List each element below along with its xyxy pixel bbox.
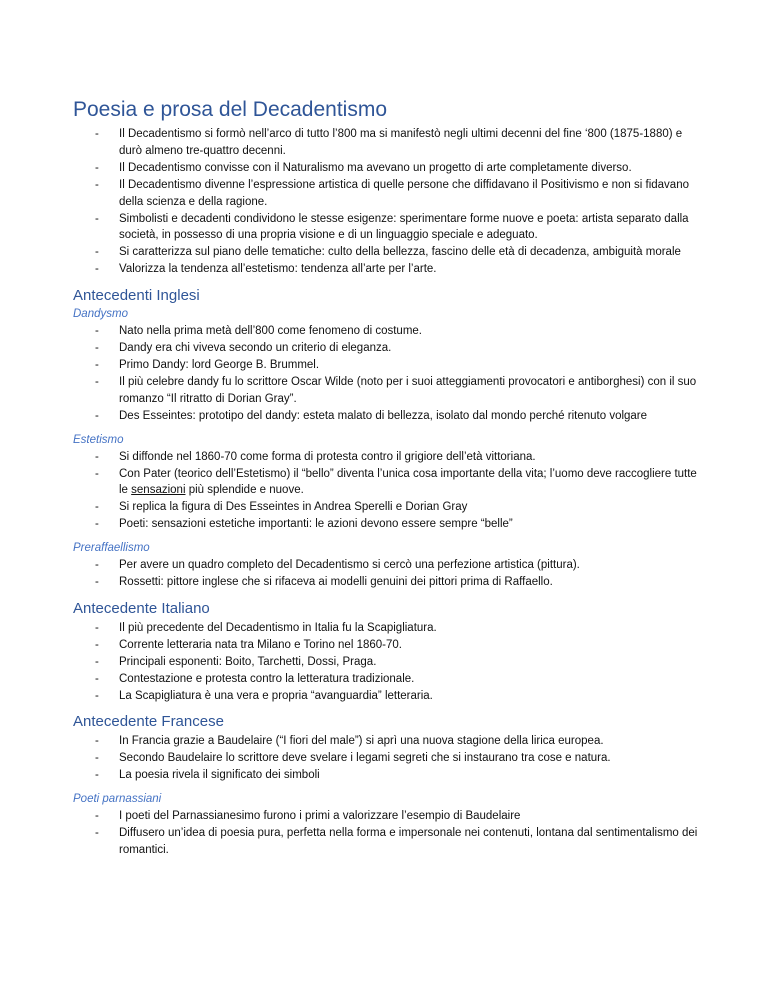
subheading-parnassiani: Poeti parnassiani <box>73 793 162 806</box>
list-item: - Per avere un quadro completo del Decadentismo si cercò una perfezione artistica (pittura). <box>73 557 698 574</box>
list-item <box>73 466 698 500</box>
text-fragment: Con Pater (teorico dell’Estetismo) il “bello” diventa l’unica cosa importante della vita; l’uomo deve raccogliere tutte le <box>119 467 697 497</box>
preraffaellismo-list <box>73 557 698 591</box>
list-item: - Primo Dandy: lord George B. Brummel. <box>73 357 698 374</box>
section-heading-inglesi: Antecedenti Inglesi <box>73 287 200 305</box>
subheading-preraffaellismo: Preraffaellismo <box>73 542 150 555</box>
subheading-estetismo: Estetismo <box>73 433 124 446</box>
list-item: - Il Decadentismo convisse con il Naturalismo ma avevano un progetto di arte completamente diverso. <box>73 160 698 177</box>
list-item: - Il più precedente del Decadentismo in Italia fu la Scapigliatura. <box>73 620 698 637</box>
list-item: - In Francia grazie a Baudelaire (“I fiori del male”) si aprì una nuova stagione della lirica europea. <box>73 733 698 750</box>
list-item: - Principali esponenti: Boito, Tarchetti, Dossi, Praga. <box>73 654 698 671</box>
list-item: - Corrente letteraria nata tra Milano e Torino nel 1860-70. <box>73 637 698 654</box>
list-item: - Rossetti: pittore inglese che si rifaceva ai modelli genuini dei pittori prima di Raffaello. <box>73 574 698 591</box>
francese-list <box>73 733 698 784</box>
italiano-list <box>73 620 698 705</box>
list-item: - Valorizza la tendenza all’estetismo: tendenza all’arte per l’arte. <box>73 261 698 278</box>
text-fragment: più splendide e nuove. <box>185 484 304 497</box>
underlined-word: sensazioni <box>131 484 186 497</box>
document-title: Poesia e prosa del Decadentismo <box>73 98 388 121</box>
list-item: - Nato nella prima metà dell’800 come fenomeno di costume. <box>73 323 698 340</box>
list-item: - Des Esseintes: prototipo del dandy: esteta malato di bellezza, isolato dal mondo perché ritenuto volgare <box>73 408 698 425</box>
list-item: - Si diffonde nel 1860-70 come forma di protesta contro il grigiore dell’età vittoriana. <box>73 449 698 466</box>
list-item: - La poesia rivela il significato dei simboli <box>73 767 698 784</box>
list-item: - I poeti del Parnassianesimo furono i primi a valorizzare l’esempio di Baudelaire <box>73 808 698 825</box>
list-item: - Diffusero un’idea di poesia pura, perfetta nella forma e impersonale nei contenuti, lontana dal sentimentalismo dei romantici. <box>73 825 698 859</box>
section-heading-italiano: Antecedente Italiano <box>73 599 210 617</box>
list-item: - Poeti: sensazioni estetiche importanti: le azioni devono essere sempre “belle” <box>73 516 698 533</box>
parnassiani-list <box>73 808 698 859</box>
list-item: - Il Decadentismo divenne l’espressione artistica di quelle persone che diffidavano il Positivismo e non si fidavano della scienza e della ragione. <box>73 177 698 211</box>
estetismo-list <box>73 449 698 534</box>
list-item: - Si replica la figura di Des Esseintes in Andrea Sperelli e Dorian Gray <box>73 499 698 516</box>
list-item: - Il Decadentismo si formò nell’arco di tutto l’800 ma si manifestò negli ultimi decenni del fine ‘800 (1875-1880) e durò almeno tre-quattro decenni. <box>73 126 698 160</box>
subheading-dandysmo: Dandysmo <box>73 308 128 321</box>
list-item: - La Scapigliatura è una vera e propria “avanguardia” letteraria. <box>73 688 698 705</box>
list-item: - Simbolisti e decadenti condividono le stesse esigenze: sperimentare forme nuove e poeta: artista separato dalla società, in possesso di una propria visione e di un linguaggio speciale e adeguato. <box>73 211 698 245</box>
list-item: - Dandy era chi viveva secondo un criterio di eleganza. <box>73 340 698 357</box>
list-item: - Contestazione e protesta contro la letteratura tradizionale. <box>73 671 698 688</box>
dandysmo-list <box>73 323 698 424</box>
section-heading-francese: Antecedente Francese <box>73 713 224 731</box>
intro-list <box>73 126 698 278</box>
list-item: - Secondo Baudelaire lo scrittore deve svelare i legami segreti che si instaurano tra cose e natura. <box>73 750 698 767</box>
list-item: - Il più celebre dandy fu lo scrittore Oscar Wilde (noto per i suoi atteggiamenti provocatori e antiborghesi) con il suo romanzo “Il ritratto di Dorian Gray”. <box>73 374 698 408</box>
list-item: - Si caratterizza sul piano delle tematiche: culto della bellezza, fascino delle età di decadenza, ambiguità morale <box>73 244 698 261</box>
